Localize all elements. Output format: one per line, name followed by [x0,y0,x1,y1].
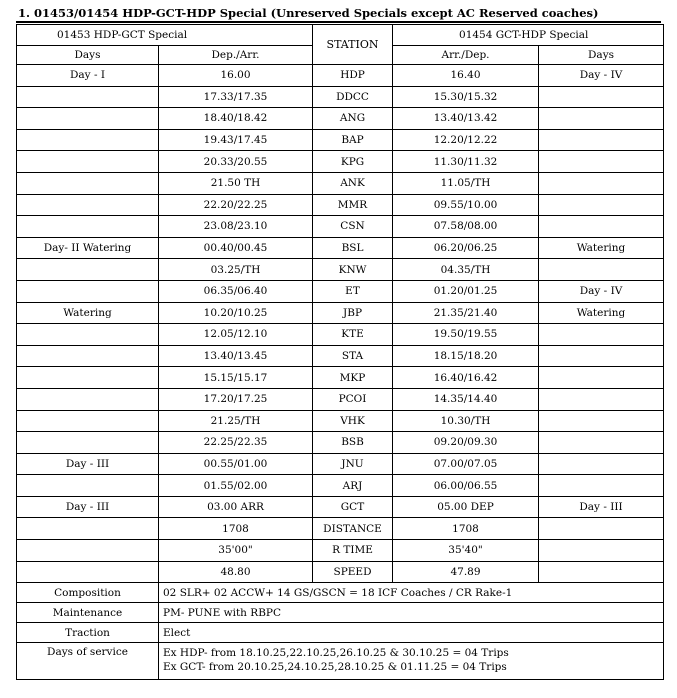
dep-arr-cell: 48.80 [159,561,313,583]
maintenance-label: Maintenance [17,603,159,623]
dep-arr-cell: 35'00" [159,540,313,562]
days-left-cell [17,172,159,194]
table-row [17,194,664,216]
dep-arr-cell: 21.25/TH [159,410,313,432]
days-left-cell: Watering [17,302,159,324]
days-right-cell [539,561,664,583]
station-cell: KNW [313,259,393,281]
days-right-cell [539,172,664,194]
table-row [17,302,664,324]
title-underline [16,21,661,23]
days-right-cell [539,151,664,173]
arr-dep-cell: 16.40/16.42 [393,367,539,389]
days-right-cell [539,129,664,151]
dep-arr-cell: 15.15/15.17 [159,367,313,389]
days-right-cell [539,453,664,475]
days-right-cell [539,367,664,389]
station-cell: MKP [313,367,393,389]
days-right-header: Days [539,46,664,65]
arr-dep-cell: 09.20/09.30 [393,432,539,454]
timetable [16,24,664,680]
maintenance-value: PM- PUNE with RBPC [159,603,664,623]
table-row [17,237,664,259]
dep-arr-cell: 23.08/23.10 [159,216,313,238]
arr-dep-cell: 35'40" [393,540,539,562]
station-cell: DISTANCE [313,518,393,540]
days-left-cell [17,561,159,583]
arr-dep-cell: 18.15/18.20 [393,345,539,367]
table-row [17,259,664,281]
dep-arr-cell: 10.20/10.25 [159,302,313,324]
dep-arr-cell: 19.43/17.45 [159,129,313,151]
arr-dep-cell: 19.50/19.55 [393,324,539,346]
dep-arr-cell: 01.55/02.00 [159,475,313,497]
station-cell: BAP [313,129,393,151]
days-left-cell [17,410,159,432]
station-cell: ET [313,280,393,302]
dep-arr-cell: 16.00 [159,65,313,87]
dep-arr-header: Dep./Arr. [159,46,313,65]
table-row [17,518,664,540]
station-cell: R TIME [313,540,393,562]
arr-dep-cell: 14.35/14.40 [393,388,539,410]
days-left-cell [17,194,159,216]
days-right-cell [539,194,664,216]
station-cell: SPEED [313,561,393,583]
arr-dep-cell: 09.55/10.00 [393,194,539,216]
station-cell: VHK [313,410,393,432]
dep-arr-cell: 13.40/13.45 [159,345,313,367]
arr-dep-cell: 05.00 DEP [393,496,539,518]
table-row [17,475,664,497]
days-left-cell: Day - III [17,453,159,475]
dep-arr-cell: 17.33/17.35 [159,86,313,108]
days-left-header: Days [17,46,159,65]
arr-dep-cell: 47.89 [393,561,539,583]
days-left-cell [17,367,159,389]
station-cell: JBP [313,302,393,324]
composition-label: Composition [17,583,159,603]
days-left-cell [17,151,159,173]
days-left-cell [17,324,159,346]
arr-dep-cell: 21.35/21.40 [393,302,539,324]
days-left-cell [17,475,159,497]
table-row [17,108,664,130]
station-cell: JNU [313,453,393,475]
traction-value: Elect [159,623,664,643]
arr-dep-cell: 10.30/TH [393,410,539,432]
composition-value: 02 SLR+ 02 ACCW+ 14 GS/GSCN = 18 ICF Coaches / CR Rake-1 [159,583,664,603]
days-left-cell [17,86,159,108]
table-row [17,86,664,108]
table-row [17,345,664,367]
table-row [17,432,664,454]
table-row [17,216,664,238]
days-right-cell: Day - IV [539,280,664,302]
arr-dep-cell: 06.20/06.25 [393,237,539,259]
days-right-cell [539,259,664,281]
table-row [17,540,664,562]
days-left-cell [17,388,159,410]
page-title: 1. 01453/01454 HDP-GCT-HDP Special (Unreserved Specials except AC Reserved coaches) [18,6,599,20]
table-row [17,453,664,475]
days-of-service-value [159,643,664,680]
days-right-cell: Watering [539,302,664,324]
days-left-cell: Day - III [17,496,159,518]
days-right-cell [539,108,664,130]
dep-arr-cell: 18.40/18.42 [159,108,313,130]
days-right-cell: Day - IV [539,65,664,87]
days-left-cell [17,540,159,562]
table-row [17,561,664,583]
train-left-header: 01453 HDP-GCT Special [17,25,313,46]
days-left-cell: Day - I [17,65,159,87]
table-row [17,129,664,151]
station-cell: HDP [313,65,393,87]
table-row [17,65,664,87]
dep-arr-cell: 00.40/00.45 [159,237,313,259]
days-left-cell [17,432,159,454]
days-left-cell [17,216,159,238]
table-row [17,367,664,389]
days-right-cell [539,432,664,454]
dep-arr-cell: 22.20/22.25 [159,194,313,216]
station-cell: GCT [313,496,393,518]
days-right-cell [539,540,664,562]
maintenance-row [17,603,664,623]
dep-arr-cell: 22.25/22.35 [159,432,313,454]
header-row-trains [17,25,664,46]
table-row [17,280,664,302]
days-left-cell [17,345,159,367]
station-cell: ANG [313,108,393,130]
station-cell: CSN [313,216,393,238]
days-left-cell [17,259,159,281]
table-row [17,388,664,410]
dep-arr-cell: 06.35/06.40 [159,280,313,302]
arr-dep-header: Arr./Dep. [393,46,539,65]
days-left-cell [17,129,159,151]
days-right-cell [539,86,664,108]
days-right-cell [539,345,664,367]
arr-dep-cell: 01.20/01.25 [393,280,539,302]
arr-dep-cell: 12.20/12.22 [393,129,539,151]
arr-dep-cell: 16.40 [393,65,539,87]
station-cell: ANK [313,172,393,194]
arr-dep-cell: 11.05/TH [393,172,539,194]
dep-arr-cell: 00.55/01.00 [159,453,313,475]
traction-label: Traction [17,623,159,643]
days-left-cell [17,108,159,130]
days-right-cell: Watering [539,237,664,259]
arr-dep-cell: 04.35/TH [393,259,539,281]
arr-dep-cell: 07.00/07.05 [393,453,539,475]
dep-arr-cell: 1708 [159,518,313,540]
station-cell: BSB [313,432,393,454]
table-row [17,172,664,194]
arr-dep-cell: 06.00/06.55 [393,475,539,497]
station-cell: ARJ [313,475,393,497]
days-of-service-row [17,643,664,680]
days-of-service-line-2: Ex GCT- from 20.10.25,24.10.25,28.10.25 & 01.11.25 = 04 Trips [163,661,507,674]
days-left-cell: Day- II Watering [17,237,159,259]
table-row [17,410,664,432]
station-cell: KTE [313,324,393,346]
arr-dep-cell: 07.58/08.00 [393,216,539,238]
train-right-header: 01454 GCT-HDP Special [393,25,664,46]
dep-arr-cell: 12.05/12.10 [159,324,313,346]
days-right-cell: Day - III [539,496,664,518]
station-cell: KPG [313,151,393,173]
composition-row [17,583,664,603]
station-header: STATION [313,25,393,65]
days-right-cell [539,388,664,410]
days-right-cell [539,216,664,238]
days-left-cell [17,280,159,302]
days-of-service-label: Days of service [17,643,159,680]
days-right-cell [539,324,664,346]
days-left-cell [17,518,159,540]
arr-dep-cell: 11.30/11.32 [393,151,539,173]
table-row [17,496,664,518]
station-cell: STA [313,345,393,367]
dep-arr-cell: 03.00 ARR [159,496,313,518]
days-right-cell [539,518,664,540]
dep-arr-cell: 21.50 TH [159,172,313,194]
dep-arr-cell: 17.20/17.25 [159,388,313,410]
table-row [17,324,664,346]
dep-arr-cell: 20.33/20.55 [159,151,313,173]
days-right-cell [539,410,664,432]
arr-dep-cell: 1708 [393,518,539,540]
station-cell: PCOI [313,388,393,410]
traction-row [17,623,664,643]
station-cell: MMR [313,194,393,216]
dep-arr-cell: 03.25/TH [159,259,313,281]
days-of-service-line-1: Ex HDP- from 18.10.25,22.10.25,26.10.25 & 30.10.25 = 04 Trips [163,647,509,660]
table-row [17,151,664,173]
arr-dep-cell: 15.30/15.32 [393,86,539,108]
days-right-cell [539,475,664,497]
station-cell: DDCC [313,86,393,108]
arr-dep-cell: 13.40/13.42 [393,108,539,130]
station-cell: BSL [313,237,393,259]
